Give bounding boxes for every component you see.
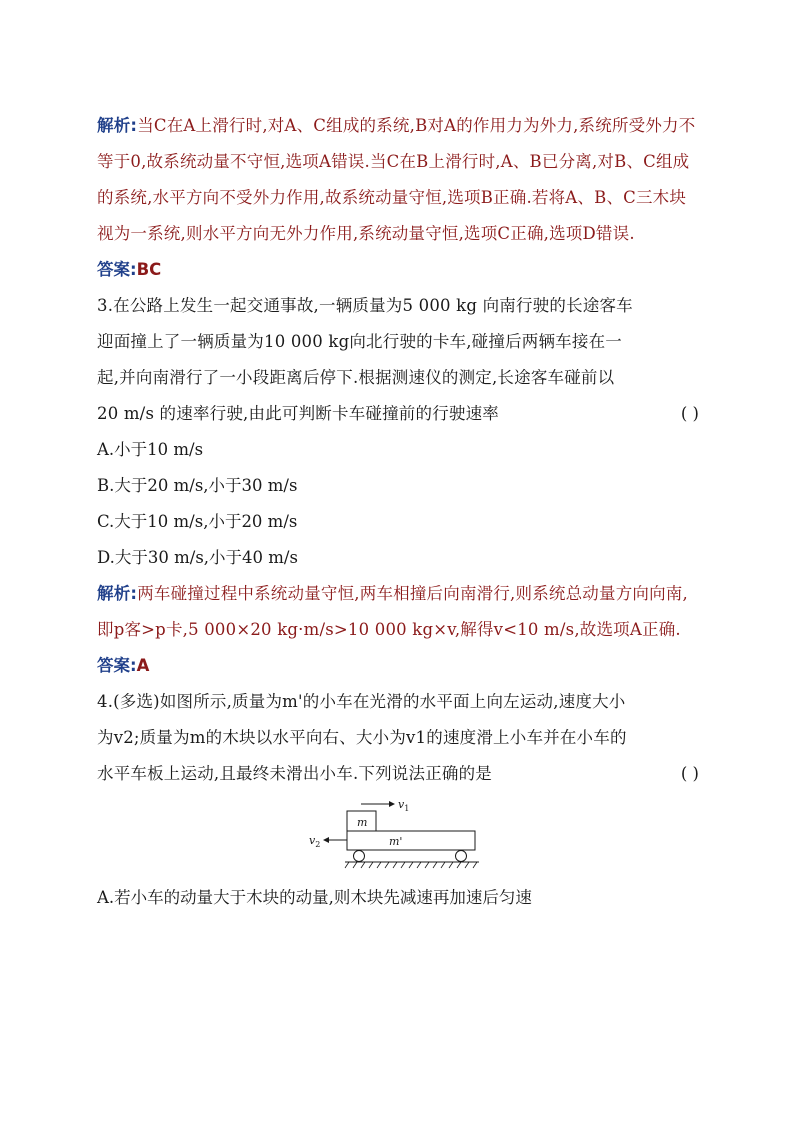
answer-value: A [136, 656, 150, 675]
v1-arrowhead [389, 801, 395, 807]
answer-bracket: ( ) [680, 404, 699, 423]
wheel-left [354, 851, 365, 862]
q3-option-a: A.小于10 m/s [97, 440, 204, 459]
analysis-text: 两车碰撞过程中系统动量守恒,两车相撞后向南滑行,则系统总动量方向向南,即p客>p卡,5 000×20 kg·m/s>10 000 kg×v,解得v<10 m/s,故选项A正确. [97, 584, 688, 639]
cart-block-figure [309, 796, 489, 878]
q4-option-a: A.若小车的动量大于木块的动量,则木块先减速再加速后匀速 [97, 888, 532, 907]
analysis-label: 解析: [97, 116, 138, 135]
figure-container [97, 792, 701, 880]
v2-arrowhead [323, 837, 329, 843]
analysis-text: 当C在A上滑行时,对A、C组成的系统,B对A的作用力为外力,系统所受外力不等于0,故系统动量不守恒,选项A错误.当C在B上滑行时,A、B已分离,对B、C组成的系统,水平方向不受外力作用,故系统动量守恒,选项B正确.若将A、B、C三木块视为一系统,则水平方向无外力作用,系统动量守恒,选项C正确,选项D错误. [97, 116, 696, 243]
q2-answer [97, 252, 701, 288]
q3-option-b: B.大于20 m/s,小于30 m/s [97, 476, 298, 495]
v1-label: $v_1$ [398, 798, 410, 813]
q3-answer [97, 648, 701, 684]
q3-option-c: C.大于10 m/s,小于20 m/s [97, 512, 298, 531]
answer-label: 答案: [97, 260, 137, 279]
ground-hatching [345, 862, 477, 868]
cart-label: m' [389, 835, 403, 848]
v2-label: $v_2$ [309, 834, 321, 849]
page-content [97, 108, 701, 916]
q4-stem-block [97, 684, 701, 792]
q3-stem-block [97, 288, 701, 432]
answer-label: 答案: [97, 656, 137, 675]
q2-analysis [97, 108, 701, 252]
answer-bracket: ( ) [680, 764, 699, 783]
wheel-right [456, 851, 467, 862]
answer-value: BC [136, 260, 162, 279]
analysis-label: 解析: [97, 584, 138, 603]
q3-stem: 3.在公路上发生一起交通事故,一辆质量为5 000 kg 向南行驶的长途客车迎面撞上了一辆质量为10 000 kg向北行驶的卡车,碰撞后两辆车接在一起,并向南滑行了一小段距离后停下.根据测速仪的测定,长途客车碰前以 20 m/s 的速率行驶,由此可判断卡车碰撞前的行驶速率 [97, 296, 633, 423]
q3-analysis [97, 576, 701, 648]
cart-body [347, 831, 475, 850]
q4-stem: 4.(多选)如图所示,质量为m'的小车在光滑的水平面上向左运动,速度大小为v2;质量为m的木块以水平向右、大小为v1的速度滑上小车并在小车的水平车板上运动,且最终未滑出小车.下列说法正确的是 [97, 692, 627, 783]
block-label: m [357, 816, 368, 829]
q3-option-d: D.大于30 m/s,小于40 m/s [97, 548, 298, 567]
